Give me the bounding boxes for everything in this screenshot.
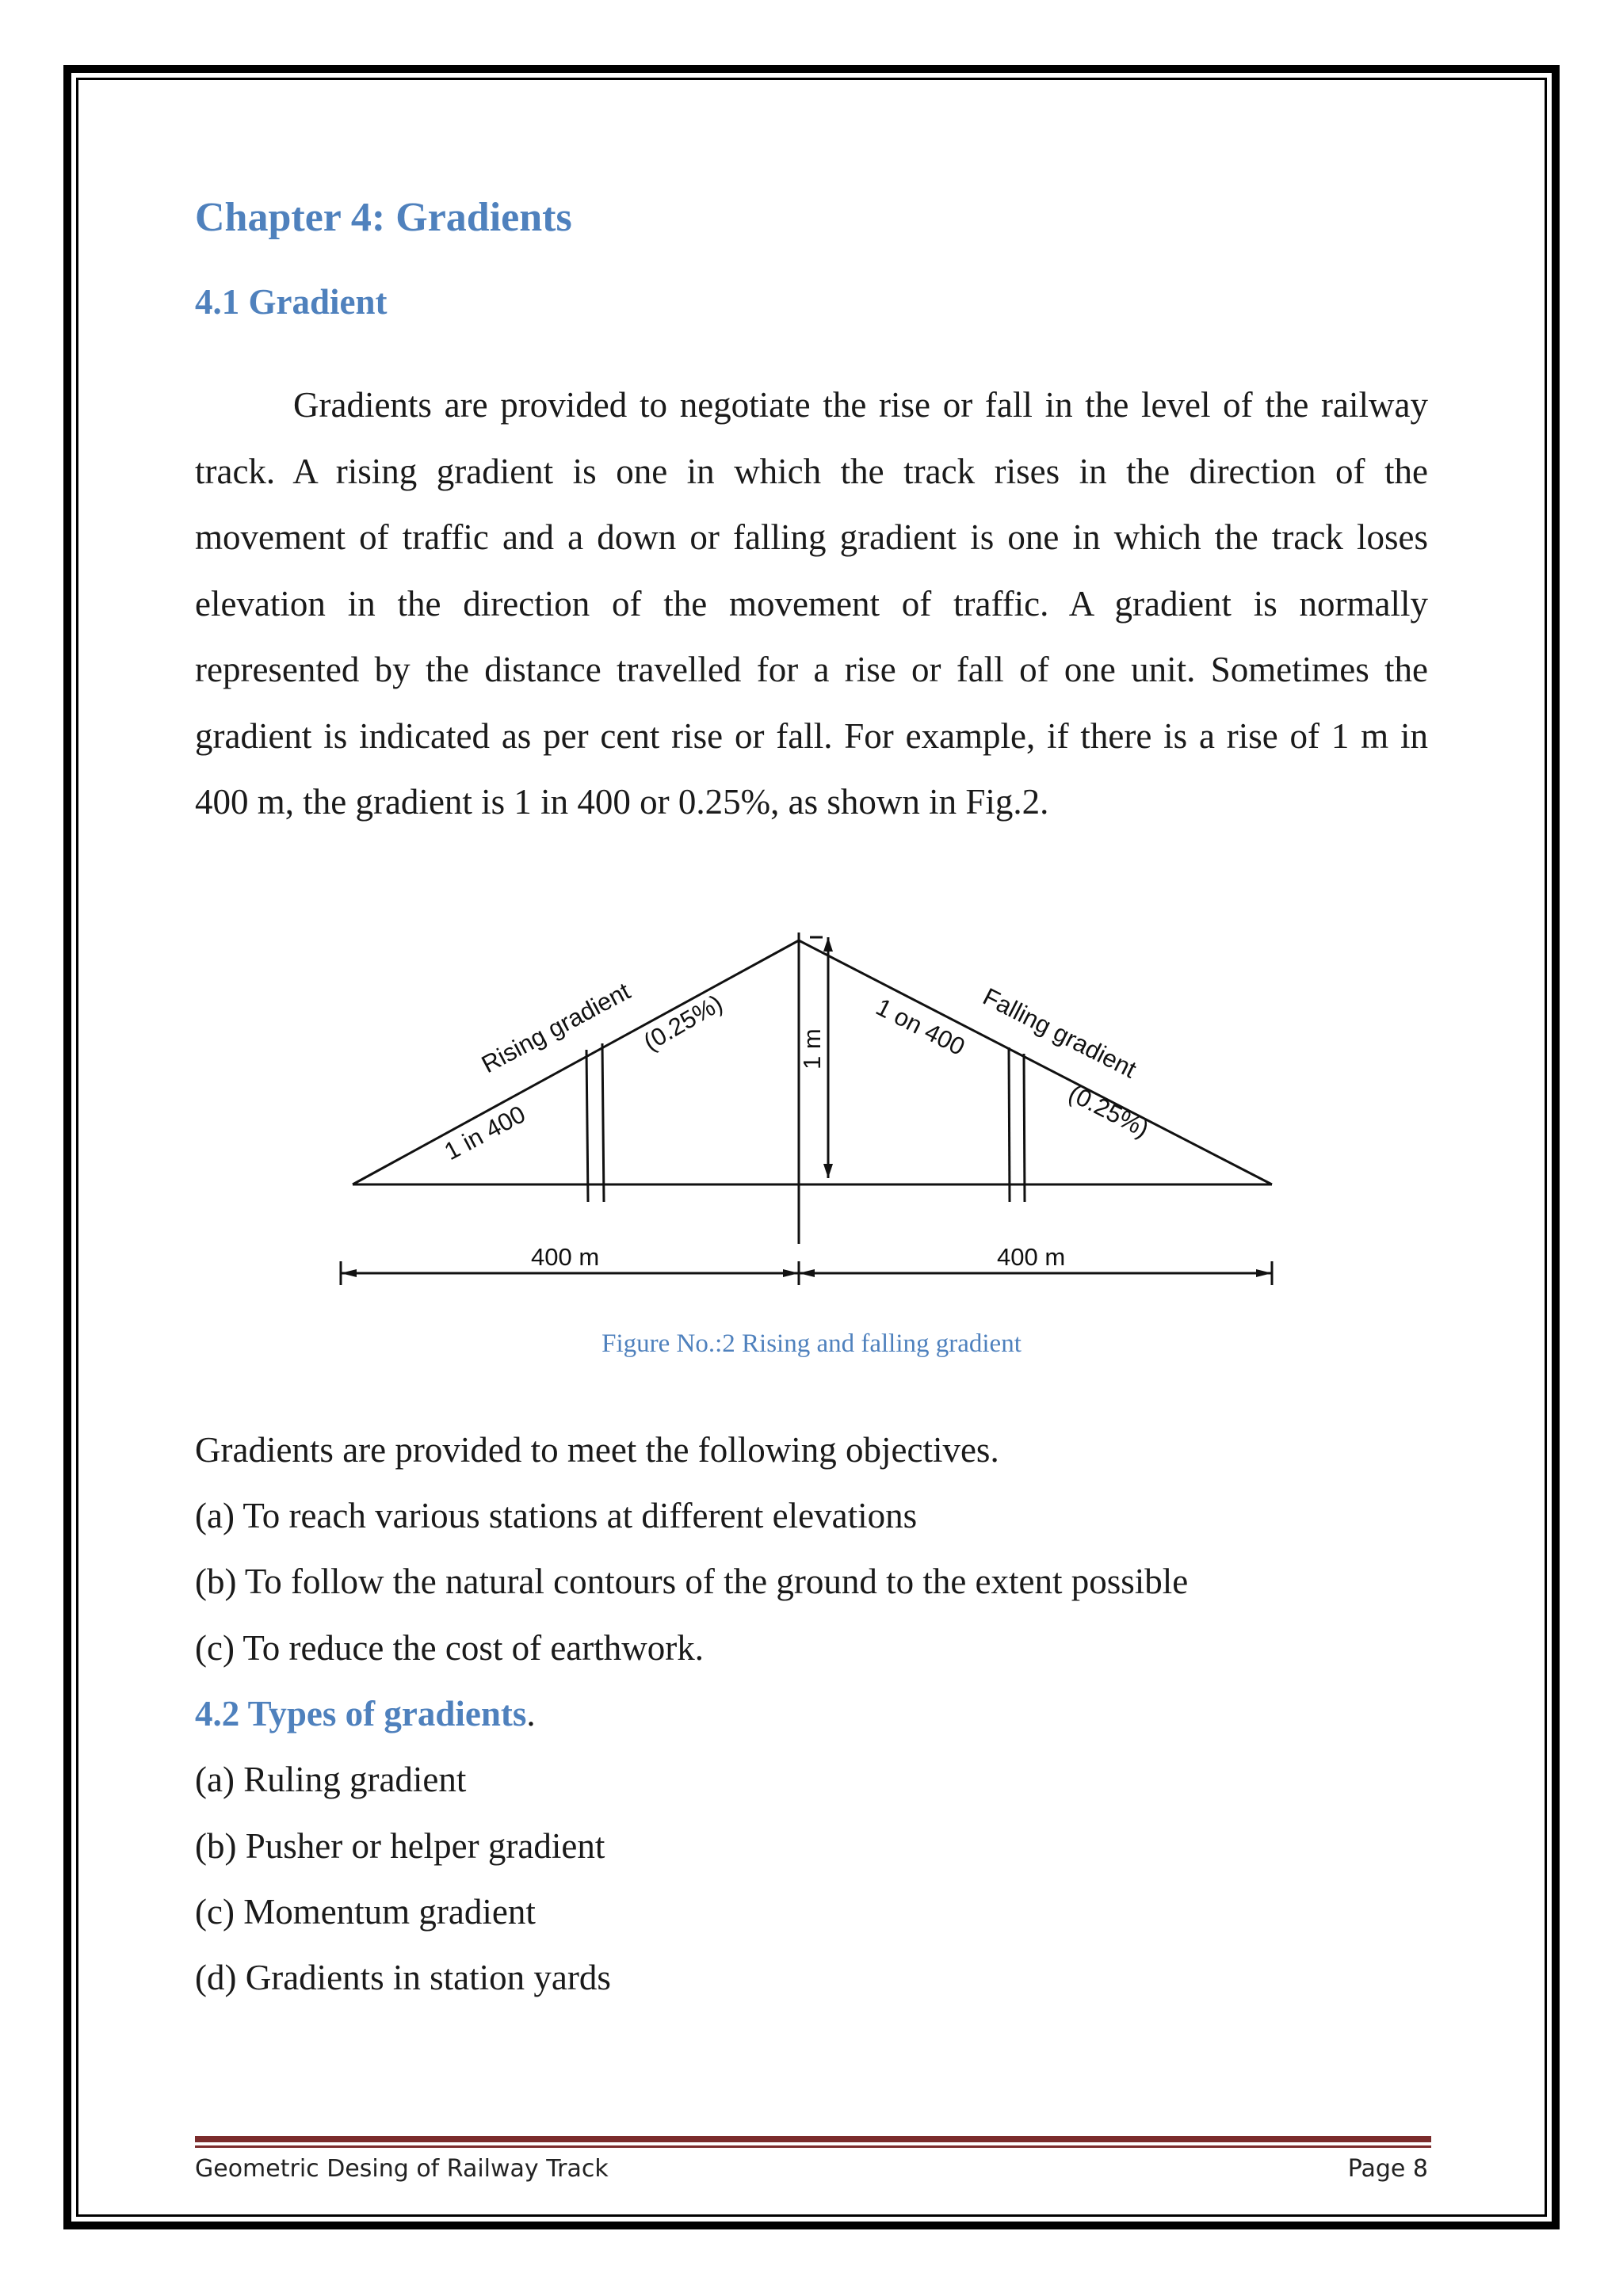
- objective-item: (a) To reach various stations at different elevations: [195, 1496, 918, 1535]
- paragraph-text: Gradients are provided to negotiate the rise or fall in the level of the railway track. A rising gradient is one in which the track rises in the direction of the movement of traffic and a down or falling gradient is one in which the track loses elevation in the direction of the movement of traffic. A gradient is normally represented by the distance travelled for a rise or fall of one unit. Sometimes the gradient is indicated as per cent rise or fall. For example, if there is a rise of 1 m in 400 m, the gradient is 1 in 400 or 0.25%, as shown in Fig.2.: [195, 385, 1428, 822]
- falling-ratio-label: 1 on 400: [871, 993, 970, 1062]
- gradient-type-item: (d) Gradients in station yards: [195, 1958, 611, 1997]
- rising-slope: [353, 940, 799, 1184]
- section-title-types: [195, 1693, 536, 1734]
- objectives-intro: Gradients are provided to meet the following objectives.: [195, 1430, 999, 1470]
- footer-document-title: Geometric Desing of Railway Track: [195, 2155, 609, 2183]
- gradient-type-item: (b) Pusher or helper gradient: [195, 1826, 605, 1866]
- gradient-type-item: (a) Ruling gradient: [195, 1760, 467, 1799]
- chapter-title: Chapter 4: Gradients: [195, 195, 572, 240]
- types-heading-suffix: .: [526, 1694, 536, 1733]
- footer-rule-thick: [195, 2136, 1431, 2142]
- types-heading-text: 4.2 Types of gradients: [195, 1694, 527, 1733]
- footer-rule-thin: [195, 2145, 1431, 2148]
- falling-slope: [799, 940, 1272, 1184]
- right-distance-label: 400 m: [997, 1243, 1066, 1271]
- gradient-type-item: (c) Momentum gradient: [195, 1892, 536, 1932]
- gradient-paragraph: [195, 372, 1428, 836]
- rising-gradient-label: Rising gradient: [476, 977, 635, 1079]
- footer-page-number: Page 8: [1347, 2155, 1428, 2183]
- section-title-gradient: 4.1 Gradient: [195, 282, 388, 322]
- gradient-figure: [333, 923, 1300, 1303]
- rising-percent-label: (0.25%): [639, 989, 727, 1057]
- objective-item: (b) To follow the natural contours of the ground to the extent possible: [195, 1562, 1189, 1601]
- left-distance-label: 400 m: [531, 1243, 600, 1271]
- height-label: 1 m: [798, 1028, 826, 1070]
- falling-gradient-label: Falling gradient: [978, 982, 1141, 1084]
- falling-percent-label: (0.25%): [1064, 1079, 1154, 1143]
- figure-caption: Figure No.:2 Rising and falling gradient: [601, 1329, 1022, 1358]
- rising-ratio-label: 1 in 400: [439, 1100, 530, 1166]
- objective-item: (c) To reduce the cost of earthwork.: [195, 1628, 704, 1668]
